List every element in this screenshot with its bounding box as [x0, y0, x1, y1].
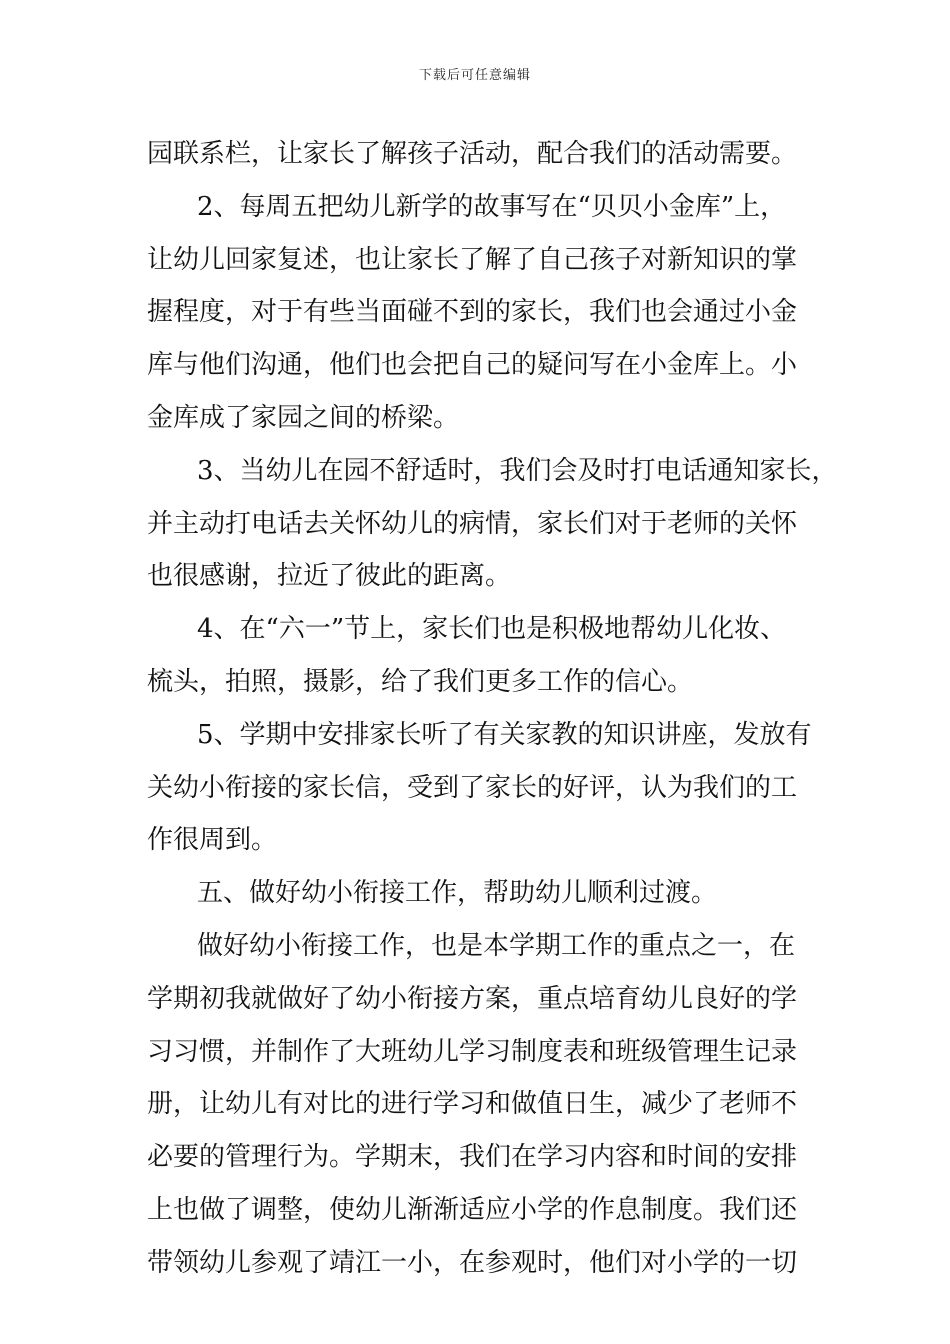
text-line: 做好幼小衔接工作，也是本学期工作的重点之一，在	[197, 930, 796, 961]
text-line: 并主动打电话去关怀幼儿的病情，家长们对于老师的关怀	[147, 508, 798, 539]
text-line: 必要的管理行为。学期末，我们在学习内容和时间的安排	[147, 1142, 798, 1173]
text-line: 册，让幼儿有对比的进行学习和做值日生，减少了老师不	[147, 1089, 798, 1120]
text-line: 3、当幼儿在园不舒适时，我们会及时打电话通知家长，	[197, 455, 838, 486]
text-line: 作很周到。	[147, 825, 278, 856]
text-line: 园联系栏，让家长了解孩子活动，配合我们的活动需要。	[147, 139, 798, 169]
text-line: 也很感谢，拉近了彼此的距离。	[147, 561, 512, 592]
text-line: 握程度，对于有些当面碰不到的家长，我们也会通过小金	[147, 297, 798, 328]
text-line: 4、在“六一”节上，家长们也是积极地帮幼儿化妆、	[197, 614, 787, 645]
document-body	[147, 128, 847, 1290]
text-line: 让幼儿回家复述，也让家长了解了自己孩子对新知识的掌	[147, 244, 798, 275]
text-line: 库与他们沟通，他们也会把自己的疑问写在小金库上。小	[147, 350, 798, 381]
text-line: 学期初我就做好了幼小衔接方案，重点培育幼儿良好的学	[147, 983, 798, 1014]
page-header: 下载后可任意编辑	[418, 68, 531, 83]
text-line: 金库成了家园之间的桥梁。	[147, 402, 460, 433]
text-line: 带领幼儿参观了靖江一小，在参观时，他们对小学的一切	[147, 1247, 798, 1278]
text-line: 关幼小衔接的家长信，受到了家长的好评，认为我们的工	[147, 772, 798, 803]
text-line: 习习惯，并制作了大班幼儿学习制度表和班级管理生记录	[147, 1036, 798, 1067]
section-heading: 五、做好幼小衔接工作，帮助幼儿顺利过渡。	[197, 878, 718, 909]
text-line: 上也做了调整，使幼儿渐渐适应小学的作息制度。我们还	[147, 1194, 798, 1225]
text-line: 2、每周五把幼儿新学的故事写在“贝贝小金库”上，	[197, 191, 787, 222]
text-line: 梳头，拍照，摄影，给了我们更多工作的信心。	[147, 666, 694, 697]
text-line: 5、学期中安排家长听了有关家教的知识讲座，发放有	[197, 719, 812, 750]
